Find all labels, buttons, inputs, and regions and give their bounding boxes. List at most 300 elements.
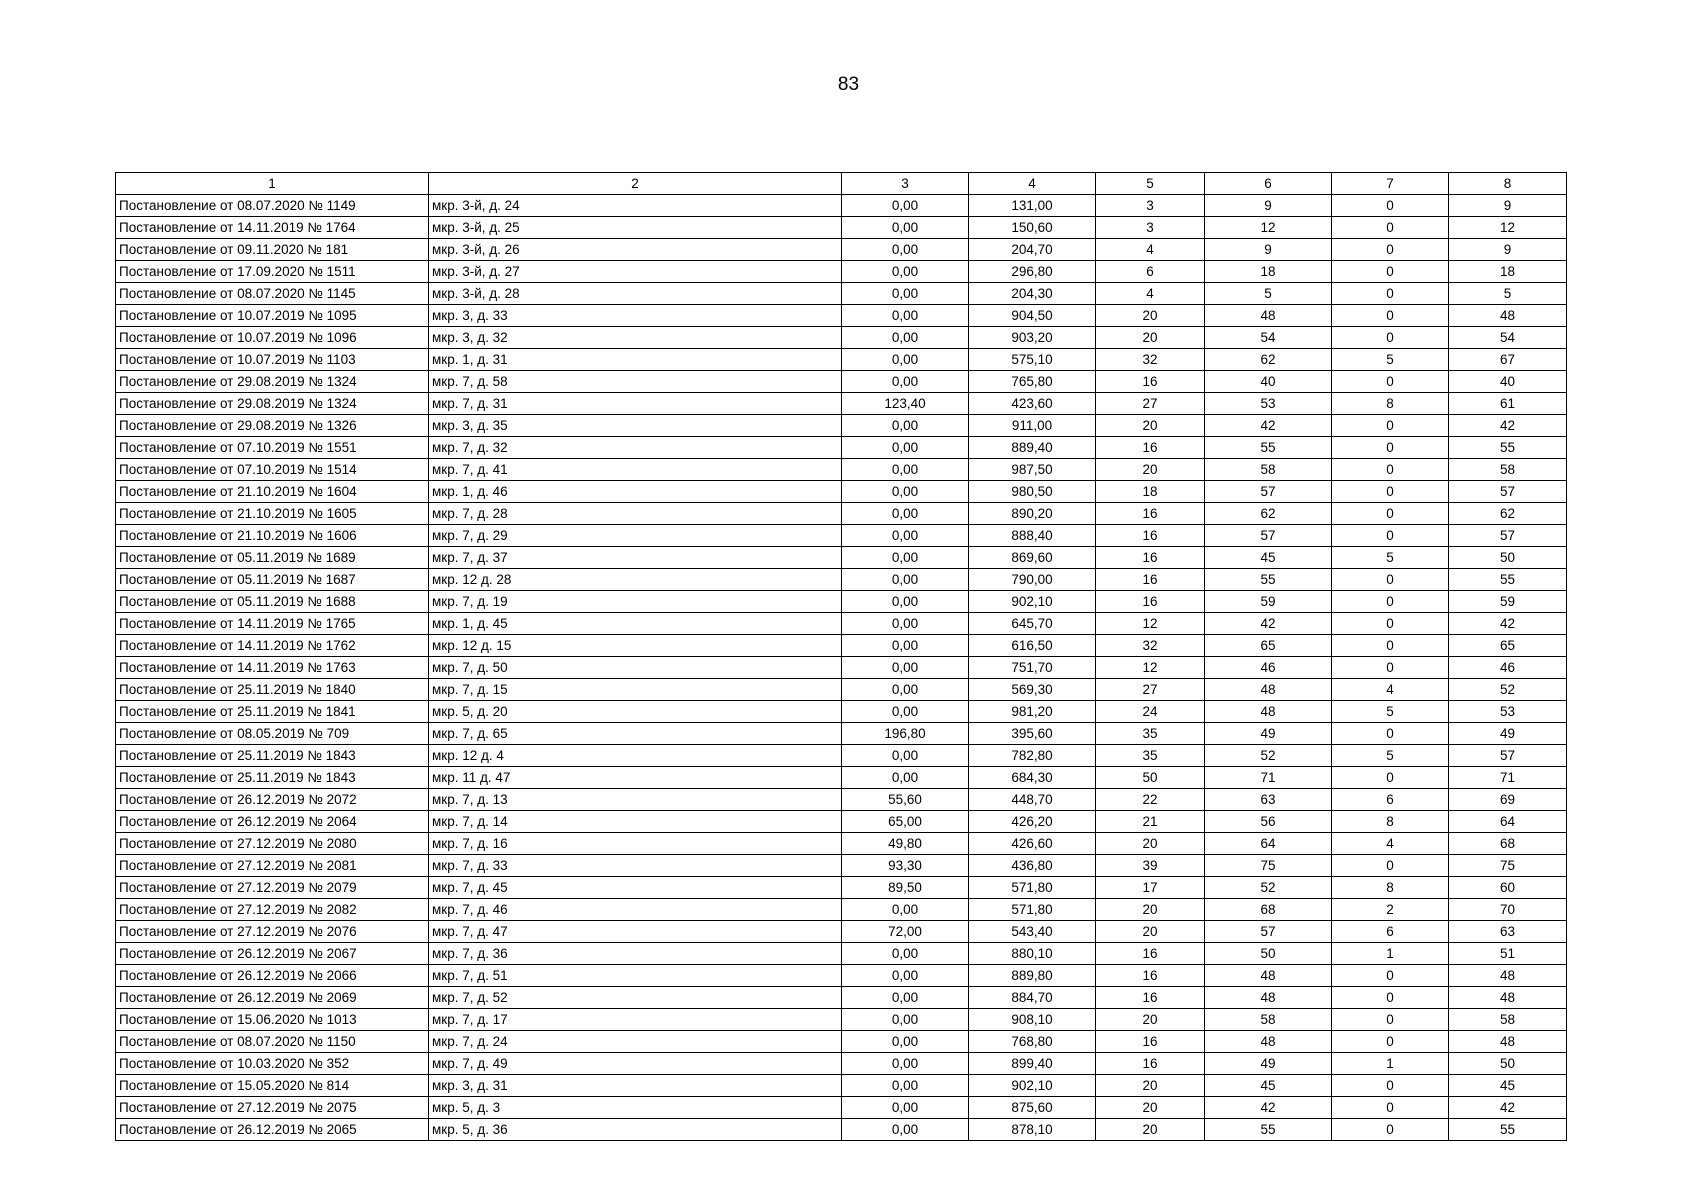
value-cell: 880,10 — [969, 943, 1096, 965]
value-cell: 16 — [1096, 943, 1205, 965]
address-cell: мкр. 3-й, д. 28 — [429, 283, 842, 305]
value-cell: 49 — [1449, 723, 1567, 745]
value-cell: 50 — [1096, 767, 1205, 789]
value-cell: 20 — [1096, 1097, 1205, 1119]
table-row — [116, 657, 1567, 679]
resolution-cell: Постановление от 14.11.2019 № 1764 — [116, 217, 429, 239]
value-cell: 0 — [1332, 965, 1449, 987]
address-cell: мкр. 7, д. 46 — [429, 899, 842, 921]
value-cell: 53 — [1449, 701, 1567, 723]
value-cell: 0 — [1332, 1097, 1449, 1119]
table-row — [116, 679, 1567, 701]
value-cell: 0,00 — [842, 1009, 969, 1031]
value-cell: 0,00 — [842, 547, 969, 569]
value-cell: 0 — [1332, 525, 1449, 547]
address-cell: мкр. 7, д. 16 — [429, 833, 842, 855]
resolution-cell: Постановление от 10.07.2019 № 1095 — [116, 305, 429, 327]
value-cell: 48 — [1205, 679, 1332, 701]
value-cell: 57 — [1449, 481, 1567, 503]
table-row — [116, 415, 1567, 437]
value-cell: 58 — [1449, 459, 1567, 481]
column-header: 6 — [1205, 173, 1332, 195]
value-cell: 0,00 — [842, 1097, 969, 1119]
value-cell: 55 — [1205, 437, 1332, 459]
value-cell: 48 — [1205, 1031, 1332, 1053]
value-cell: 65 — [1449, 635, 1567, 657]
table-row — [116, 745, 1567, 767]
value-cell: 24 — [1096, 701, 1205, 723]
value-cell: 65,00 — [842, 811, 969, 833]
value-cell: 32 — [1096, 635, 1205, 657]
value-cell: 904,50 — [969, 305, 1096, 327]
value-cell: 0 — [1332, 723, 1449, 745]
address-cell: мкр. 3, д. 35 — [429, 415, 842, 437]
value-cell: 57 — [1205, 921, 1332, 943]
value-cell: 20 — [1096, 1119, 1205, 1141]
value-cell: 65 — [1205, 635, 1332, 657]
address-cell: мкр. 7, д. 32 — [429, 437, 842, 459]
value-cell: 45 — [1205, 1075, 1332, 1097]
resolution-cell: Постановление от 17.09.2020 № 1511 — [116, 261, 429, 283]
value-cell: 123,40 — [842, 393, 969, 415]
value-cell: 12 — [1096, 657, 1205, 679]
column-header: 4 — [969, 173, 1096, 195]
address-cell: мкр. 7, д. 47 — [429, 921, 842, 943]
table-row — [116, 349, 1567, 371]
column-header: 3 — [842, 173, 969, 195]
value-cell: 71 — [1449, 767, 1567, 789]
table-row — [116, 1009, 1567, 1031]
value-cell: 48 — [1449, 965, 1567, 987]
address-cell: мкр. 7, д. 28 — [429, 503, 842, 525]
value-cell: 0 — [1332, 1119, 1449, 1141]
address-cell: мкр. 3, д. 31 — [429, 1075, 842, 1097]
value-cell: 423,60 — [969, 393, 1096, 415]
address-cell: мкр. 7, д. 31 — [429, 393, 842, 415]
value-cell: 645,70 — [969, 613, 1096, 635]
value-cell: 911,00 — [969, 415, 1096, 437]
value-cell: 12 — [1205, 217, 1332, 239]
value-cell: 18 — [1096, 481, 1205, 503]
value-cell: 58 — [1205, 459, 1332, 481]
value-cell: 40 — [1205, 371, 1332, 393]
value-cell: 0 — [1332, 415, 1449, 437]
address-cell: мкр. 7, д. 50 — [429, 657, 842, 679]
value-cell: 0,00 — [842, 415, 969, 437]
value-cell: 20 — [1096, 1075, 1205, 1097]
value-cell: 0,00 — [842, 679, 969, 701]
resolution-cell: Постановление от 08.05.2019 № 709 — [116, 723, 429, 745]
value-cell: 52 — [1205, 745, 1332, 767]
table-row — [116, 217, 1567, 239]
value-cell: 426,20 — [969, 811, 1096, 833]
table-row — [116, 305, 1567, 327]
value-cell: 61 — [1449, 393, 1567, 415]
value-cell: 889,80 — [969, 965, 1096, 987]
value-cell: 902,10 — [969, 1075, 1096, 1097]
value-cell: 52 — [1449, 679, 1567, 701]
value-cell: 436,80 — [969, 855, 1096, 877]
value-cell: 4 — [1332, 833, 1449, 855]
value-cell: 48 — [1205, 987, 1332, 1009]
value-cell: 903,20 — [969, 327, 1096, 349]
value-cell: 569,30 — [969, 679, 1096, 701]
value-cell: 0,00 — [842, 195, 969, 217]
address-cell: мкр. 7, д. 51 — [429, 965, 842, 987]
value-cell: 63 — [1449, 921, 1567, 943]
address-cell: мкр. 1, д. 31 — [429, 349, 842, 371]
value-cell: 42 — [1449, 613, 1567, 635]
value-cell: 0,00 — [842, 371, 969, 393]
value-cell: 0,00 — [842, 943, 969, 965]
value-cell: 8 — [1332, 393, 1449, 415]
value-cell: 899,40 — [969, 1053, 1096, 1075]
resolution-cell: Постановление от 26.12.2019 № 2072 — [116, 789, 429, 811]
value-cell: 48 — [1449, 1031, 1567, 1053]
value-cell: 0,00 — [842, 1075, 969, 1097]
table-row — [116, 1097, 1567, 1119]
value-cell: 48 — [1205, 965, 1332, 987]
address-cell: мкр. 1, д. 45 — [429, 613, 842, 635]
value-cell: 0,00 — [842, 261, 969, 283]
value-cell: 448,70 — [969, 789, 1096, 811]
table-row — [116, 569, 1567, 591]
table-row — [116, 327, 1567, 349]
value-cell: 55 — [1205, 569, 1332, 591]
column-header: 2 — [429, 173, 842, 195]
table-row — [116, 195, 1567, 217]
value-cell: 55 — [1449, 437, 1567, 459]
value-cell: 0 — [1332, 305, 1449, 327]
value-cell: 16 — [1096, 987, 1205, 1009]
value-cell: 902,10 — [969, 591, 1096, 613]
resolution-cell: Постановление от 14.11.2019 № 1763 — [116, 657, 429, 679]
value-cell: 9 — [1449, 239, 1567, 261]
value-cell: 52 — [1205, 877, 1332, 899]
value-cell: 59 — [1205, 591, 1332, 613]
value-cell: 0 — [1332, 437, 1449, 459]
address-cell: мкр. 1, д. 46 — [429, 481, 842, 503]
table-header-row — [116, 173, 1567, 195]
resolution-cell: Постановление от 14.11.2019 № 1765 — [116, 613, 429, 635]
value-cell: 980,50 — [969, 481, 1096, 503]
value-cell: 16 — [1096, 591, 1205, 613]
value-cell: 0 — [1332, 459, 1449, 481]
value-cell: 751,70 — [969, 657, 1096, 679]
resolution-cell: Постановление от 10.07.2019 № 1103 — [116, 349, 429, 371]
value-cell: 0 — [1332, 591, 1449, 613]
value-cell: 55 — [1449, 569, 1567, 591]
value-cell: 75 — [1449, 855, 1567, 877]
resolution-cell: Постановление от 05.11.2019 № 1688 — [116, 591, 429, 613]
value-cell: 1 — [1332, 943, 1449, 965]
value-cell: 70 — [1449, 899, 1567, 921]
value-cell: 42 — [1205, 415, 1332, 437]
value-cell: 22 — [1096, 789, 1205, 811]
value-cell: 35 — [1096, 723, 1205, 745]
table-row — [116, 1075, 1567, 1097]
value-cell: 42 — [1205, 1097, 1332, 1119]
value-cell: 878,10 — [969, 1119, 1096, 1141]
value-cell: 0,00 — [842, 1031, 969, 1053]
value-cell: 0,00 — [842, 591, 969, 613]
value-cell: 204,30 — [969, 283, 1096, 305]
value-cell: 50 — [1449, 547, 1567, 569]
value-cell: 56 — [1205, 811, 1332, 833]
value-cell: 0,00 — [842, 767, 969, 789]
value-cell: 0 — [1332, 503, 1449, 525]
resolution-cell: Постановление от 25.11.2019 № 1841 — [116, 701, 429, 723]
value-cell: 782,80 — [969, 745, 1096, 767]
value-cell: 72,00 — [842, 921, 969, 943]
value-cell: 60 — [1449, 877, 1567, 899]
value-cell: 0,00 — [842, 1119, 969, 1141]
value-cell: 62 — [1449, 503, 1567, 525]
value-cell: 68 — [1449, 833, 1567, 855]
table-row — [116, 833, 1567, 855]
value-cell: 0,00 — [842, 701, 969, 723]
resolution-cell: Постановление от 09.11.2020 № 181 — [116, 239, 429, 261]
value-cell: 12 — [1096, 613, 1205, 635]
value-cell: 1 — [1332, 1053, 1449, 1075]
value-cell: 0,00 — [842, 327, 969, 349]
address-cell: мкр. 3, д. 33 — [429, 305, 842, 327]
table-row — [116, 437, 1567, 459]
value-cell: 4 — [1096, 283, 1205, 305]
value-cell: 0 — [1332, 987, 1449, 1009]
value-cell: 68 — [1205, 899, 1332, 921]
address-cell: мкр. 7, д. 45 — [429, 877, 842, 899]
address-cell: мкр. 3-й, д. 24 — [429, 195, 842, 217]
value-cell: 49 — [1205, 1053, 1332, 1075]
table-row — [116, 591, 1567, 613]
resolution-cell: Постановление от 27.12.2019 № 2075 — [116, 1097, 429, 1119]
value-cell: 908,10 — [969, 1009, 1096, 1031]
value-cell: 2 — [1332, 899, 1449, 921]
table-row — [116, 811, 1567, 833]
resolution-cell: Постановление от 29.08.2019 № 1324 — [116, 371, 429, 393]
column-header: 5 — [1096, 173, 1205, 195]
value-cell: 5 — [1332, 547, 1449, 569]
value-cell: 57 — [1205, 525, 1332, 547]
value-cell: 57 — [1205, 481, 1332, 503]
value-cell: 46 — [1449, 657, 1567, 679]
resolution-cell: Постановление от 25.11.2019 № 1840 — [116, 679, 429, 701]
resolution-cell: Постановление от 26.12.2019 № 2069 — [116, 987, 429, 1009]
value-cell: 0,00 — [842, 217, 969, 239]
value-cell: 12 — [1449, 217, 1567, 239]
value-cell: 45 — [1205, 547, 1332, 569]
value-cell: 20 — [1096, 459, 1205, 481]
resolution-cell: Постановление от 21.10.2019 № 1606 — [116, 525, 429, 547]
page-number: 83 — [837, 74, 860, 95]
table-row — [116, 877, 1567, 899]
value-cell: 875,60 — [969, 1097, 1096, 1119]
value-cell: 0,00 — [842, 305, 969, 327]
table-row — [116, 1119, 1567, 1141]
value-cell: 888,40 — [969, 525, 1096, 547]
resolution-cell: Постановление от 21.10.2019 № 1604 — [116, 481, 429, 503]
table-row — [116, 283, 1567, 305]
value-cell: 54 — [1449, 327, 1567, 349]
table-row — [116, 767, 1567, 789]
value-cell: 0,00 — [842, 525, 969, 547]
value-cell: 21 — [1096, 811, 1205, 833]
value-cell: 0,00 — [842, 569, 969, 591]
resolution-cell: Постановление от 29.08.2019 № 1324 — [116, 393, 429, 415]
value-cell: 0 — [1332, 217, 1449, 239]
resolution-cell: Постановление от 27.12.2019 № 2080 — [116, 833, 429, 855]
address-cell: мкр. 12 д. 4 — [429, 745, 842, 767]
table-row — [116, 503, 1567, 525]
value-cell: 0,00 — [842, 987, 969, 1009]
value-cell: 0 — [1332, 635, 1449, 657]
value-cell: 543,40 — [969, 921, 1096, 943]
value-cell: 54 — [1205, 327, 1332, 349]
value-cell: 0 — [1332, 239, 1449, 261]
value-cell: 48 — [1205, 305, 1332, 327]
value-cell: 889,40 — [969, 437, 1096, 459]
address-cell: мкр. 7, д. 19 — [429, 591, 842, 613]
table-row — [116, 261, 1567, 283]
address-cell: мкр. 7, д. 29 — [429, 525, 842, 547]
value-cell: 18 — [1449, 261, 1567, 283]
value-cell: 0,00 — [842, 635, 969, 657]
address-cell: мкр. 7, д. 41 — [429, 459, 842, 481]
value-cell: 0 — [1332, 327, 1449, 349]
value-cell: 5 — [1332, 745, 1449, 767]
value-cell: 35 — [1096, 745, 1205, 767]
resolution-cell: Постановление от 07.10.2019 № 1514 — [116, 459, 429, 481]
table-row — [116, 1031, 1567, 1053]
address-cell: мкр. 5, д. 36 — [429, 1119, 842, 1141]
value-cell: 49 — [1205, 723, 1332, 745]
table-row — [116, 635, 1567, 657]
table-row — [116, 613, 1567, 635]
address-cell: мкр. 7, д. 17 — [429, 1009, 842, 1031]
value-cell: 204,70 — [969, 239, 1096, 261]
value-cell: 684,30 — [969, 767, 1096, 789]
value-cell: 0,00 — [842, 899, 969, 921]
value-cell: 67 — [1449, 349, 1567, 371]
value-cell: 62 — [1205, 349, 1332, 371]
column-header: 8 — [1449, 173, 1567, 195]
address-cell: мкр. 12 д. 28 — [429, 569, 842, 591]
table-row — [116, 1053, 1567, 1075]
address-cell: мкр. 7, д. 49 — [429, 1053, 842, 1075]
value-cell: 16 — [1096, 503, 1205, 525]
data-table — [115, 172, 1567, 1141]
value-cell: 20 — [1096, 833, 1205, 855]
value-cell: 55 — [1449, 1119, 1567, 1141]
resolution-cell: Постановление от 25.11.2019 № 1843 — [116, 745, 429, 767]
resolution-cell: Постановление от 26.12.2019 № 2065 — [116, 1119, 429, 1141]
value-cell: 46 — [1205, 657, 1332, 679]
address-cell: мкр. 7, д. 52 — [429, 987, 842, 1009]
value-cell: 20 — [1096, 305, 1205, 327]
value-cell: 59 — [1449, 591, 1567, 613]
table-row — [116, 921, 1567, 943]
address-cell: мкр. 7, д. 65 — [429, 723, 842, 745]
value-cell: 0,00 — [842, 657, 969, 679]
value-cell: 48 — [1449, 305, 1567, 327]
value-cell: 987,50 — [969, 459, 1096, 481]
value-cell: 768,80 — [969, 1031, 1096, 1053]
resolution-cell: Постановление от 07.10.2019 № 1551 — [116, 437, 429, 459]
value-cell: 0 — [1332, 283, 1449, 305]
value-cell: 0,00 — [842, 613, 969, 635]
value-cell: 45 — [1449, 1075, 1567, 1097]
resolution-cell: Постановление от 25.11.2019 № 1843 — [116, 767, 429, 789]
value-cell: 6 — [1332, 921, 1449, 943]
value-cell: 42 — [1449, 1097, 1567, 1119]
value-cell: 0 — [1332, 855, 1449, 877]
table-row — [116, 371, 1567, 393]
value-cell: 616,50 — [969, 635, 1096, 657]
value-cell: 49,80 — [842, 833, 969, 855]
resolution-cell: Постановление от 27.12.2019 № 2081 — [116, 855, 429, 877]
resolution-cell: Постановление от 15.05.2020 № 814 — [116, 1075, 429, 1097]
table-row — [116, 855, 1567, 877]
table-row — [116, 899, 1567, 921]
value-cell: 71 — [1205, 767, 1332, 789]
value-cell: 9 — [1205, 195, 1332, 217]
resolution-cell: Постановление от 27.12.2019 № 2076 — [116, 921, 429, 943]
value-cell: 40 — [1449, 371, 1567, 393]
value-cell: 57 — [1449, 745, 1567, 767]
address-cell: мкр. 5, д. 20 — [429, 701, 842, 723]
column-header: 1 — [116, 173, 429, 195]
resolution-cell: Постановление от 21.10.2019 № 1605 — [116, 503, 429, 525]
value-cell: 571,80 — [969, 899, 1096, 921]
value-cell: 765,80 — [969, 371, 1096, 393]
resolution-cell: Постановление от 08.07.2020 № 1149 — [116, 195, 429, 217]
value-cell: 42 — [1449, 415, 1567, 437]
resolution-cell: Постановление от 26.12.2019 № 2067 — [116, 943, 429, 965]
value-cell: 64 — [1205, 833, 1332, 855]
value-cell: 6 — [1332, 789, 1449, 811]
value-cell: 196,80 — [842, 723, 969, 745]
value-cell: 5 — [1332, 701, 1449, 723]
value-cell: 571,80 — [969, 877, 1096, 899]
resolution-cell: Постановление от 26.12.2019 № 2066 — [116, 965, 429, 987]
value-cell: 0 — [1332, 569, 1449, 591]
value-cell: 0,00 — [842, 503, 969, 525]
value-cell: 16 — [1096, 371, 1205, 393]
table-row — [116, 789, 1567, 811]
resolution-cell: Постановление от 08.07.2020 № 1145 — [116, 283, 429, 305]
address-cell: мкр. 7, д. 13 — [429, 789, 842, 811]
value-cell: 0,00 — [842, 745, 969, 767]
value-cell: 53 — [1205, 393, 1332, 415]
value-cell: 20 — [1096, 899, 1205, 921]
value-cell: 32 — [1096, 349, 1205, 371]
resolution-cell: Постановление от 10.03.2020 № 352 — [116, 1053, 429, 1075]
table-row — [116, 393, 1567, 415]
value-cell: 0 — [1332, 371, 1449, 393]
value-cell: 884,70 — [969, 987, 1096, 1009]
value-cell: 0 — [1332, 195, 1449, 217]
value-cell: 75 — [1205, 855, 1332, 877]
value-cell: 395,60 — [969, 723, 1096, 745]
value-cell: 0,00 — [842, 349, 969, 371]
resolution-cell: Постановление от 27.12.2019 № 2079 — [116, 877, 429, 899]
value-cell: 0,00 — [842, 283, 969, 305]
value-cell: 3 — [1096, 195, 1205, 217]
address-cell: мкр. 7, д. 58 — [429, 371, 842, 393]
value-cell: 131,00 — [969, 195, 1096, 217]
value-cell: 0,00 — [842, 239, 969, 261]
